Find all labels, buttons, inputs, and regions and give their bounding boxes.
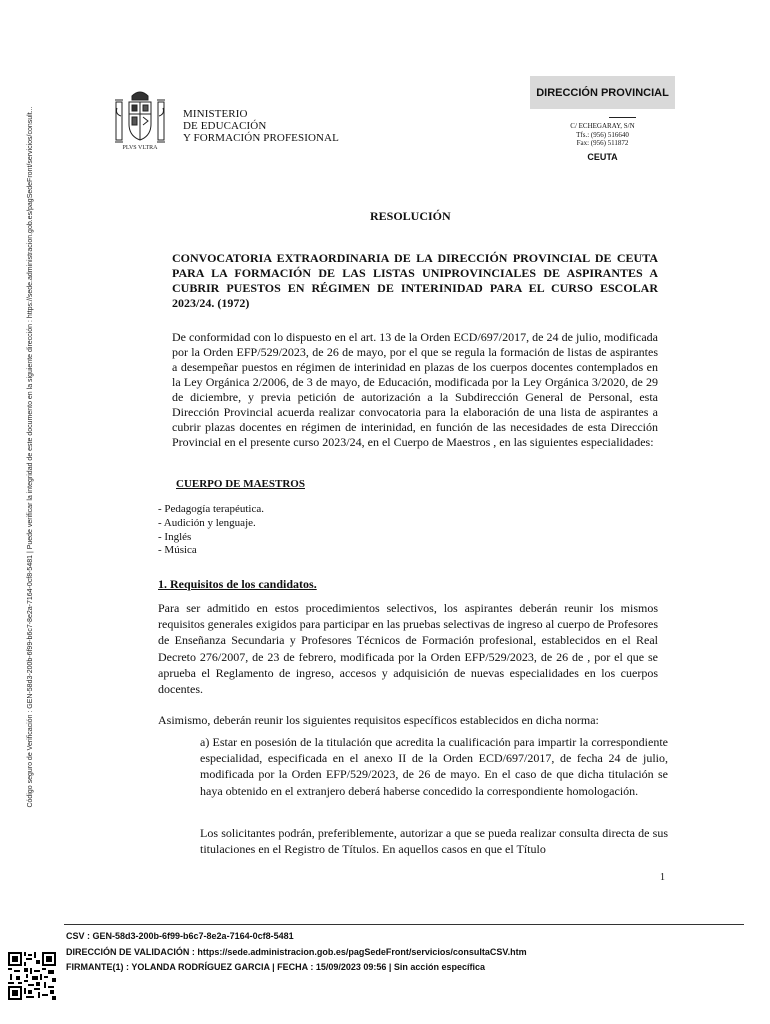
section-heading: 1. Requisitos de los candidatos. bbox=[158, 577, 317, 591]
body-paragraph: Para ser admitido en estos procedimientos selectivos, los aspirantes deberán reunir los mismos requisitos generales exigidos para participar en las pruebas selectivas de ingreso al cuerpo de Profesores de Enseñanza Secundaria y Profesores Técnicos de Formación profesional, establecidos en el Real Decreto 276/2007, de 23 de febrero, modificada por la Orden EFP/529/2023, de 26 de , por el que se aprueba el Reglamento de ingreso, accesos y adquisición de nuevas especialidades en los cuerpos docentes. bbox=[158, 601, 658, 697]
address-line: C/ ECHEGARAY, S/N bbox=[570, 122, 635, 130]
corps-heading: CUERPO DE MAESTROS bbox=[176, 478, 305, 490]
svg-text:PLVS VLTRA: PLVS VLTRA bbox=[122, 145, 158, 150]
list-item: - Inglés bbox=[158, 530, 192, 543]
ministry-line: MINISTERIO bbox=[183, 108, 248, 120]
csv-code: CSV : GEN-58d3-200b-6f99-b6c7-8e2a-7164-0cf8-5481 bbox=[66, 931, 294, 941]
intro-paragraph: De conformidad con lo dispuesto en el art. 13 de la Orden ECD/697/2017, de 24 de julio, modificada por la Orden EFP/529/2023, de 26 de mayo, por el que se regula la formación de listas de aspirantes a desempeñar puestos en régimen de interinidad en plazas de los cuerpos docentes contemplados en la Ley Orgánica 2/2006, de 3 de mayo, de Educación, modificada por la Ley Orgánica 3/2020, de 29 de diciembre, y previa petición de autorización a la Subdirección General de Personal, esta Dirección Provincial acuerda realizar convocatoria para la elaboración de una lista de aspirantes a cubrir plazas docentes en régimen de interinidad, en función de las necesidades de esta Dirección Provincial en el presente curso 2023/24, en el Cuerpo de Maestros , en las siguientes especialidades: bbox=[172, 330, 658, 449]
footer-divider bbox=[64, 924, 744, 925]
requirement-item: a) Estar en posesión de la titulación que acredita la cualificación para impartir la correspondiente especialidad, especificada en el anexo II de la Orden ECD/697/2017, de fecha 24 de julio, modificada por la Orden EFP/529/2023, de 26 de mayo. En el caso de que dicha titulación se haya obtenido en el extranjero deberá haberse concedido la correspondiente homologación. bbox=[200, 735, 668, 798]
body-paragraph: Los solicitantes podrán, preferiblemente, autorizar a que se pueda realizar consulta directa de sus titulaciones en el Registro de Títulos. En aquellos casos en que el Título bbox=[200, 826, 668, 857]
page-number: 1 bbox=[660, 872, 665, 883]
office-city: CEUTA bbox=[587, 152, 618, 162]
qr-code-icon bbox=[8, 952, 56, 1000]
ministry-name bbox=[183, 108, 339, 144]
ministry-line: Y FORMACIÓN PROFESIONAL bbox=[183, 132, 339, 144]
coat-of-arms-icon bbox=[114, 88, 166, 150]
divider bbox=[609, 117, 636, 118]
document-title: RESOLUCIÓN bbox=[370, 209, 451, 223]
directorate-label-box: DIRECCIÓN PROVINCIAL bbox=[530, 76, 675, 109]
call-title: CONVOCATORIA EXTRAORDINARIA DE LA DIRECCIÓN PROVINCIAL DE CEUTA PARA LA FORMACIÓN DE LAS LISTAS UNIPROVINCIALES DE ASPIRANTES A CUBRIR PUESTOS EN RÉGIMEN DE INTERINIDAD PARA EL CURSO ESCOLAR 2023/24. (1972) bbox=[172, 251, 658, 310]
body-paragraph: Asimismo, deberán reunir los siguientes requisitos específicos establecidos en dicha norma: bbox=[158, 713, 599, 727]
list-item: - Pedagogía terapéutica. bbox=[158, 503, 264, 515]
list-item: - Música bbox=[158, 544, 197, 557]
side-verification-text: Código seguro de Verificación : GEN-58d3-200b-6f99-b6c7-8e2a-7164-0cf8-5481 | Puede verificar la integridad de este documento en la siguiente dirección : https://sede.administracion.gob.es/pagSedeFront/servicios/consult... bbox=[27, 106, 34, 808]
office-address bbox=[530, 122, 675, 148]
ministry-line: DE EDUCACIÓN bbox=[183, 120, 267, 132]
address-line: Fax: (956) 511872 bbox=[576, 139, 629, 147]
specialty-list bbox=[158, 503, 264, 558]
signer-info: FIRMANTE(1) : YOLANDA RODRÍGUEZ GARCIA | FECHA : 15/09/2023 09:56 | Sin acción específica bbox=[66, 962, 485, 972]
signature-footer bbox=[66, 929, 527, 976]
address-line: Tfs.: (956) 516640 bbox=[576, 130, 629, 139]
validation-url: DIRECCIÓN DE VALIDACIÓN : https://sede.administracion.gob.es/pagSedeFront/servicios/consultaCSV.htm bbox=[66, 946, 527, 957]
list-item: - Audición y lenguaje. bbox=[158, 516, 256, 529]
